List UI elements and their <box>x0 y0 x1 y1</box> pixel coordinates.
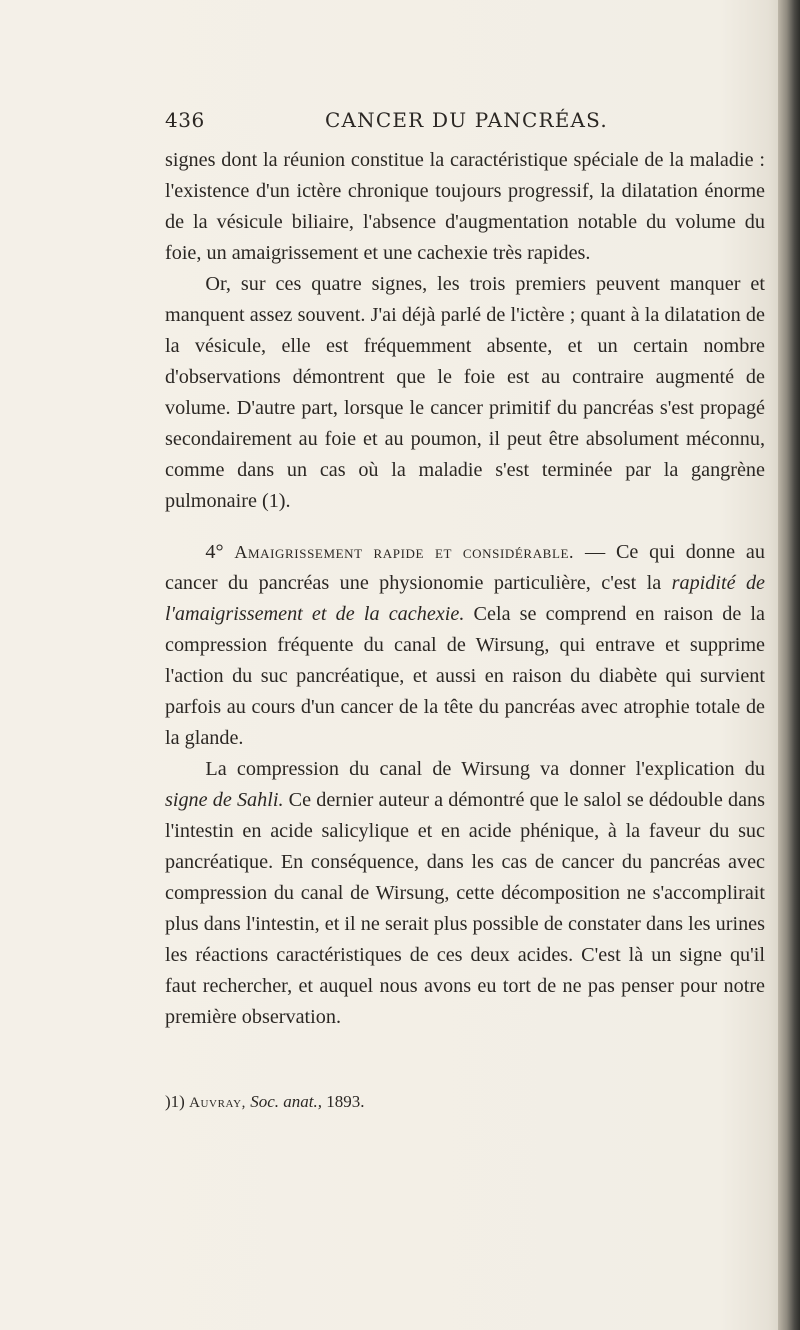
page-binding-shadow <box>778 0 800 1330</box>
paragraph-4 <box>165 754 765 1033</box>
page-header <box>165 108 765 136</box>
footnote <box>165 1090 765 1115</box>
paragraph-3 <box>165 537 765 754</box>
footnote-year: 1893. <box>326 1092 365 1111</box>
body-text <box>165 145 765 1033</box>
running-title: CANCER DU PANCRÉAS. <box>325 108 608 132</box>
paragraph-4-rest: Ce dernier auteur a démontré que le salol se dédouble dans l'intestin en acide salicylique et en acide phénique, à la faveur du suc pancréatique. En conséquence, dans les cas de cancer du pancréas avec compression du canal de Wirsung, cette décomposition ne s'accomplirait plus dans l'intestin, et il ne serait plus possible de constater dans les urines les réactions caractéristiques de ces deux acides. C'est là un signe qu'il faut rechercher, et auquel nous avons eu tort de ne pas penser pour notre première observation. <box>165 789 765 1028</box>
footnote-source: Soc. anat., <box>250 1092 322 1111</box>
paragraph-4-lead: La compression du canal de Wirsung va donner l'explication du <box>205 758 765 780</box>
paragraph-3-rest: Cela se comprend en raison de la compression fréquente du canal de Wirsung, qui entrave et supprime l'action du suc pancréatique, et aussi en raison du diabète qui survient parfois au cours d'un cancer de la tête du pancréas avec atrophie totale de la glande. <box>165 603 766 749</box>
footnote-marker: )1) <box>165 1092 185 1111</box>
paragraph-3-emphasis: rapidité de l'amaigrissement et de la cachexie. <box>165 572 765 625</box>
footnote-author: Auvray, <box>189 1095 246 1111</box>
page-number: 436 <box>165 108 205 132</box>
section-number: 4° <box>205 541 224 563</box>
paragraph-2: Or, sur ces quatre signes, les trois premiers peuvent manquer et manquent assez souvent. J'ai déjà parlé de l'ictère ; quant à la dilatation de la vésicule, elle est fréquemment absente, et un certain nombre d'observations démontrent que le foie est au contraire augmenté de volume. D'autre part, lorsque le cancer primitif du pancréas s'est propagé secondairement au foie et au poumon, il peut être absolument méconnu, comme dans un cas où la maladie s'est terminée par la gangrène pulmonaire (1). <box>165 273 765 512</box>
paragraph-3-lead: — Ce qui donne au cancer du pancréas une physionomie particulière, c'est la <box>165 541 765 594</box>
section-heading: Amaigrissement rapide et considérable. <box>234 542 575 562</box>
paragraph-4-emphasis: signe de Sahli. <box>165 789 284 811</box>
paragraph-1: signes dont la réunion constitue la caractéristique spéciale de la maladie : l'existence d'un ictère chronique toujours progressif, la dilatation énorme de la vésicule biliaire, l'absence d'augmentation notable du volume du foie, un amaigrissement et une cachexie très rapides. <box>165 149 765 264</box>
